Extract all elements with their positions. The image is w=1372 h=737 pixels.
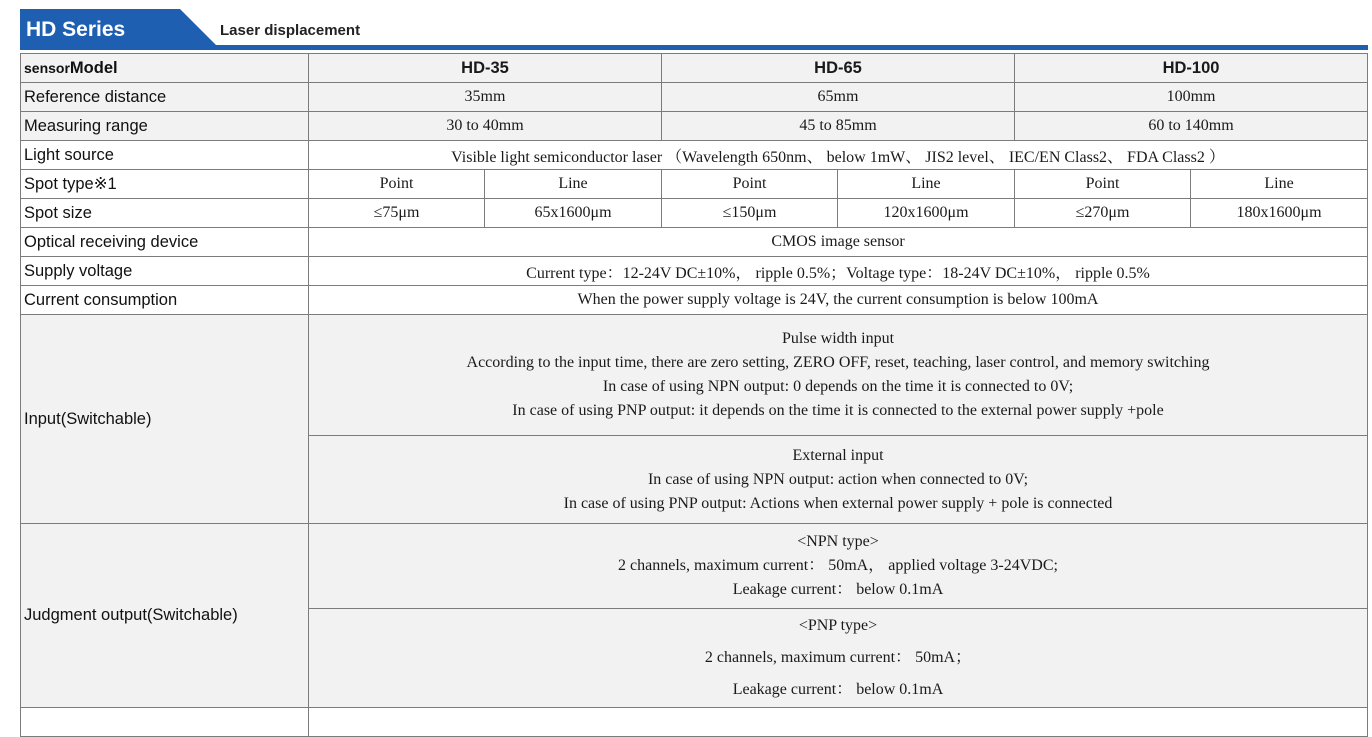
- row-measuring-range: [21, 112, 1368, 141]
- cell-value: Current type：12-24V DC±10%， ripple 0.5%；Voltage type：18-24V DC±10%， ripple 0.5%: [309, 257, 1368, 286]
- cell-line: 2 channels, maximum current： 50mA， applied voltage 3-24VDC;: [618, 557, 1058, 574]
- cell-line: Leakage current： below 0.1mA: [732, 681, 944, 698]
- row-spot-type: [21, 170, 1368, 199]
- row-input-pulse: [21, 315, 1368, 436]
- cell-line: External input: [792, 446, 884, 464]
- judgment-pnp-cell: [309, 609, 1368, 708]
- row-supply-voltage: [21, 257, 1368, 286]
- model-hd65: HD-65: [662, 54, 1015, 83]
- cell-value: ≤270μm: [1015, 199, 1191, 228]
- cell-value: ≤150μm: [662, 199, 838, 228]
- judgment-npn-cell: [309, 524, 1368, 609]
- row-label: Current consumption: [21, 286, 309, 315]
- row-reference-distance: [21, 83, 1368, 112]
- row-label: Spot size: [21, 199, 309, 228]
- cell-value: 30 to 40mm: [309, 112, 662, 141]
- cell-value: When the power supply voltage is 24V, the current consumption is below 100mA: [309, 286, 1368, 315]
- cell-line: In case of using PNP output: it depends on the time it is connected to the external power supply +pole: [512, 402, 1164, 419]
- cell-value: Line: [1191, 170, 1368, 199]
- row-continuation: [21, 708, 1368, 737]
- cell-line: 2 channels, maximum current： 50mA；: [704, 649, 972, 666]
- continuation-cell: [309, 708, 1368, 737]
- cell-value: Point: [662, 170, 838, 199]
- cell-value: 100mm: [1015, 83, 1368, 112]
- cell-value: Point: [309, 170, 485, 199]
- row-light-source: [21, 141, 1368, 170]
- row-label: Judgment output(Switchable): [21, 524, 309, 708]
- row-current-consumption: [21, 286, 1368, 315]
- header-prefix: sensor: [24, 59, 70, 76]
- cell-value: 120x1600μm: [838, 199, 1015, 228]
- table-header-row: [21, 54, 1368, 83]
- cell-value: ≤75μm: [309, 199, 485, 228]
- header-rule: [20, 45, 1368, 50]
- cell-line: According to the input time, there are zero setting, ZERO OFF, reset, teaching, laser control, and memory switching: [466, 354, 1210, 371]
- row-label: Measuring range: [21, 112, 309, 141]
- cell-value: Line: [838, 170, 1015, 199]
- cell-line: <NPN type>: [797, 533, 879, 550]
- cell-line: In case of using PNP output: Actions when external power supply + pole is connected: [563, 494, 1113, 512]
- row-judgment-npn: [21, 524, 1368, 609]
- header-main: Model: [69, 58, 118, 77]
- cell-line: Leakage current： below 0.1mA: [732, 581, 944, 598]
- row-label: Input(Switchable): [21, 315, 309, 524]
- row-spot-size: [21, 199, 1368, 228]
- cell-line: <PNP type>: [798, 617, 878, 634]
- cell-value: 180x1600μm: [1191, 199, 1368, 228]
- cell-value: 45 to 85mm: [662, 112, 1015, 141]
- row-optical-receiving-device: [21, 228, 1368, 257]
- cell-value: 65mm: [662, 83, 1015, 112]
- cell-value: 60 to 140mm: [1015, 112, 1368, 141]
- cell-line: In case of using NPN output: 0 depends on the time it is connected to 0V;: [602, 378, 1074, 395]
- input-pulse-cell: [309, 315, 1368, 436]
- cell-value: 65x1600μm: [485, 199, 662, 228]
- page-header: [20, 9, 1368, 49]
- row-label: Supply voltage: [21, 257, 309, 286]
- spec-table: [20, 53, 1368, 737]
- row-label: Reference distance: [21, 83, 309, 112]
- series-title: HD Series: [26, 18, 126, 41]
- page-subtitle: Laser displacement: [220, 22, 361, 39]
- row-label: Optical receiving device: [21, 228, 309, 257]
- input-external-cell: [309, 436, 1368, 524]
- cell-line: In case of using NPN output: action when connected to 0V;: [647, 470, 1029, 488]
- row-label: Light source: [21, 141, 309, 170]
- cell-value: Visible light semiconductor laser （Wavelength 650nm、 below 1mW、 JIS2 level、 IEC/EN Class2、 FDA Class2 ）: [309, 141, 1368, 170]
- cell-value: 35mm: [309, 83, 662, 112]
- row-label: Spot type※1: [21, 170, 309, 199]
- cell-value: CMOS image sensor: [309, 228, 1368, 257]
- cell-value: Point: [1015, 170, 1191, 199]
- model-hd100: HD-100: [1015, 54, 1368, 83]
- cell-value: Line: [485, 170, 662, 199]
- cell-line: Pulse width input: [782, 330, 895, 347]
- model-hd35: HD-35: [309, 54, 662, 83]
- continuation-cell: [21, 708, 309, 737]
- model-header-cell: [21, 54, 309, 83]
